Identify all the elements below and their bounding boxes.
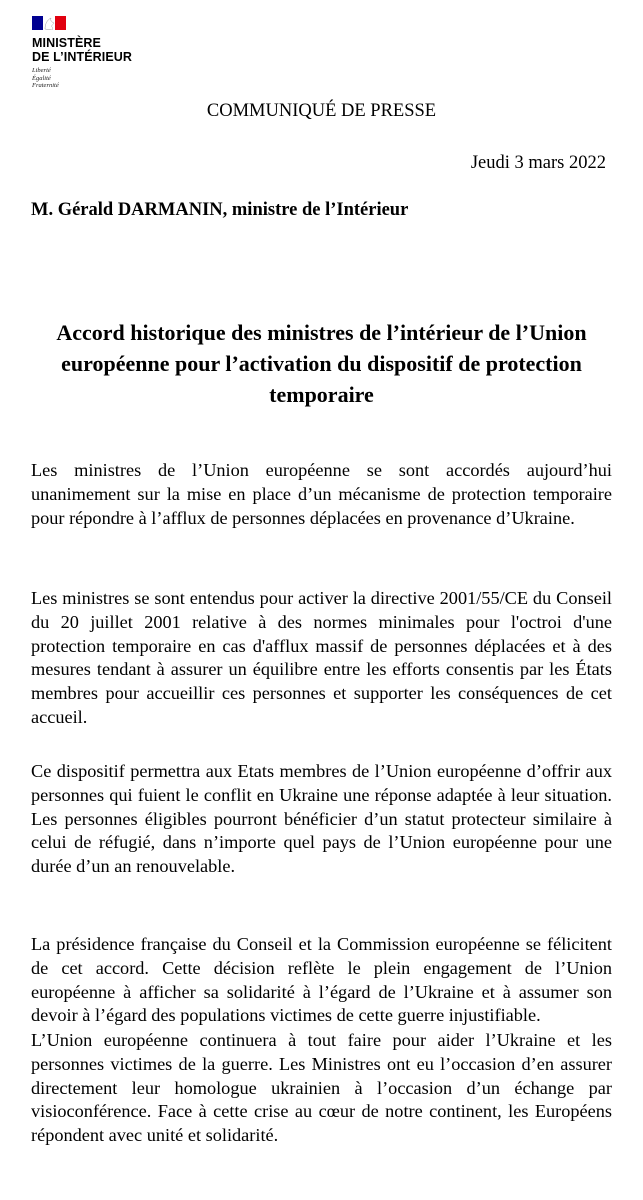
paragraph-4: La présidence française du Conseil et la Commission européenne se félicitent de cet accord. Cette décision reflète le plein engagement de l’Union européenne à afficher sa solidarité à l’égard de l’Ukraine et à assumer son devoir à l’égard des populations victimes de cette guerre injustifiable. <box>31 934 612 1026</box>
ministry-name <box>32 36 152 64</box>
ministry-logo <box>32 16 152 96</box>
release-date: Jeudi 3 mars 2022 <box>470 153 606 173</box>
paragraph-2: Les ministres se sont entendus pour activer la directive 2001/55/CE du Conseil du 20 juillet 2001 relative à des normes minimales pour l'octroi d'une protection temporaire en cas d'afflux massif de personnes déplacées et à des mesures tendant à assurer un équilibre entre les efforts consentis par les États membres pour accueillir ces personnes et supporter les conséquences de cet accueil. <box>31 588 612 727</box>
headline: Accord historique des ministres de l’intérieur de l’Union européenne pour l’activation du dispositif de protection temporaire <box>56 320 587 407</box>
motto-fraternite: Fraternité <box>32 82 59 89</box>
minister-line: M. Gérald DARMANIN, ministre de l’Intérieur <box>31 200 409 220</box>
press-release-label: COMMUNIQUÉ DE PRESSE <box>206 101 437 121</box>
motto-liberte: Liberté <box>32 67 51 74</box>
ministry-line-1: MINISTÈRE <box>32 36 101 50</box>
paragraph-5: L’Union européenne continuera à tout faire pour aider l’Ukraine et les personnes victimes de la guerre. Les Ministres ont eu l’occasion d’en assurer directement leur homologue ukrainien à l’occasion d’un échange par visioconférence. Face à cette crise au cœur de notre continent, les Européens répondent avec unité et solidarité. <box>31 1030 612 1146</box>
paragraph-1: Les ministres de l’Union européenne se sont accordés aujourd’hui unanimement sur la mise en place d’un mécanisme de protection temporaire pour répondre à l’afflux de personnes déplacées en provenance d’Ukraine. <box>31 460 612 528</box>
marianne-flag-icon <box>32 16 66 30</box>
republic-motto <box>32 67 152 90</box>
motto-egalite: Égalité <box>32 74 51 82</box>
ministry-line-2: DE L’INTÉRIEUR <box>32 50 133 64</box>
paragraph-3: Ce dispositif permettra aux Etats membres de l’Union européenne d’offrir aux personnes qui fuient le conflit en Ukraine une réponse adaptée à leur situation. Les personnes éligibles pourront bénéficier d’un statut protecteur similaire à celui de réfugié, dans n’importe quel pays de l’Union européenne pour une durée d’un an renouvelable. <box>31 761 612 877</box>
